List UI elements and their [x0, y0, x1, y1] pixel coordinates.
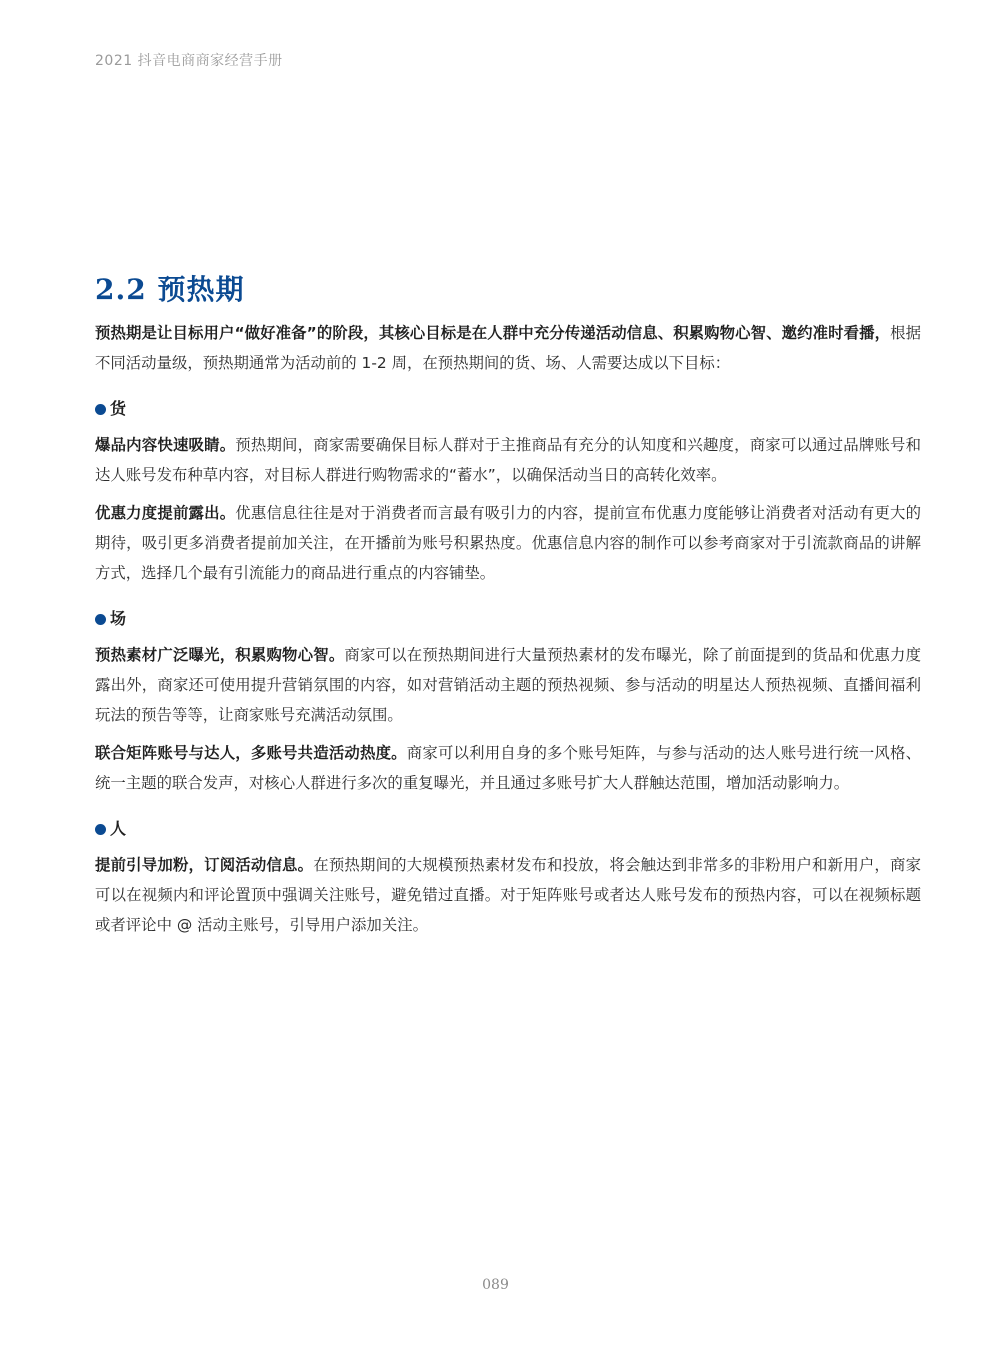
- bullet-heading-venue: [95, 604, 921, 634]
- bullet-heading-label: 人: [110, 819, 127, 838]
- paragraph-lead: 爆品内容快速吸睛。: [95, 436, 236, 454]
- paragraph-lead: 预热素材广泛曝光，积累购物心智。: [95, 646, 345, 664]
- paragraph-text: 预热期间，商家需要确保目标人群对于主推商品有充分的认知度和兴趣度，商家可以通过品牌账号和达人账号发布种草内容，对目标人群进行购物需求的“蓄水”，以确保活动当日的高转化效率。: [95, 436, 921, 484]
- paragraph-lead: 优惠力度提前露出。: [95, 504, 236, 522]
- bullet-heading-label: 场: [110, 609, 127, 628]
- paragraph: [95, 850, 921, 940]
- running-header: 2021 抖音电商商家经营手册: [95, 53, 283, 69]
- intro-text: 根据不同活动量级，预热期通常为活动前的 1-2 周，在预热期间的货、场、人需要达成以下目标：: [95, 324, 921, 372]
- paragraph-text: 商家可以利用自身的多个账号矩阵，与参与活动的达人账号进行统一风格、统一主题的联合发声，对核心人群进行多次的重复曝光，并且通过多账号扩大人群触达范围，增加活动影响力。: [95, 744, 921, 792]
- page-number: 089: [482, 1277, 509, 1293]
- paragraph-text: 优惠信息往往是对于消费者而言最有吸引力的内容，提前宣布优惠力度能够让消费者对活动有更大的期待，吸引更多消费者提前加关注，在开播前为账号积累热度。优惠信息内容的制作可以参考商家对于引流款商品的讲解方式，选择几个最有引流能力的商品进行重点的内容铺垫。: [95, 504, 921, 582]
- paragraph-text: 在预热期间的大规模预热素材发布和投放，将会触达到非常多的非粉用户和新用户，商家可以在视频内和评论置顶中强调关注账号，避免错过直播。对于矩阵账号或者达人账号发布的预热内容，可以在视频标题或者评论中 @ 活动主账号，引导用户添加关注。: [95, 856, 921, 934]
- paragraph: [95, 430, 921, 490]
- bullet-heading-label: 货: [110, 399, 127, 418]
- paragraph-text: 商家可以在预热期间进行大量预热素材的发布曝光，除了前面提到的货品和优惠力度露出外，商家还可使用提升营销氛围的内容，如对营销活动主题的预热视频、参与活动的明星达人预热视频、直播间福利玩法的预告等等，让商家账号充满活动氛围。: [95, 646, 921, 724]
- bullet-heading-people: [95, 814, 921, 844]
- intro-lead: 预热期是让目标用户“做好准备”的阶段，其核心目标是在人群中充分传递活动信息、积累购物心智、邀约准时看播，: [95, 324, 891, 342]
- paragraph-lead: 提前引导加粉，订阅活动信息。: [95, 856, 314, 874]
- bullet-heading-goods: [95, 394, 921, 424]
- bullet-dot-icon: [95, 614, 106, 625]
- paragraph: [95, 640, 921, 730]
- paragraph: [95, 738, 921, 798]
- bullet-dot-icon: [95, 824, 106, 835]
- intro-paragraph: [95, 318, 921, 378]
- bullet-dot-icon: [95, 404, 106, 415]
- paragraph-lead: 联合矩阵账号与达人，多账号共造活动热度。: [95, 744, 407, 762]
- paragraph: [95, 498, 921, 588]
- article-body: [95, 318, 921, 948]
- section-title: 2.2 预热期: [95, 273, 245, 306]
